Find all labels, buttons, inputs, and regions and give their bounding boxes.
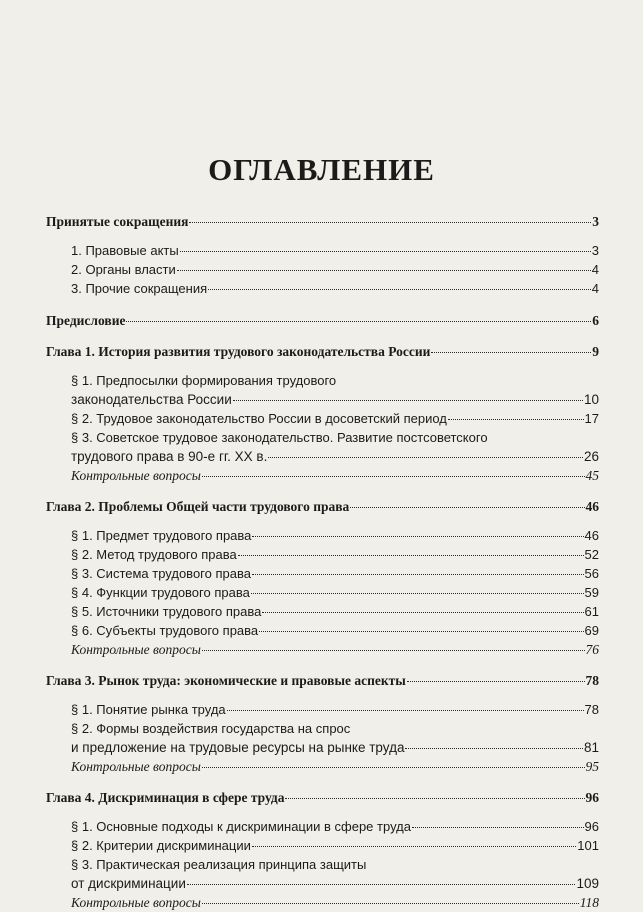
- toc-page-number: 59: [584, 585, 599, 600]
- toc-review-questions[interactable]: [46, 757, 599, 776]
- toc-entry-label: Контрольные вопросы: [71, 895, 201, 910]
- toc-review-questions[interactable]: [46, 466, 599, 485]
- toc-page-number: 109: [576, 876, 599, 891]
- toc-entry-label: § 2. Формы воздействия государства на спрос: [71, 721, 351, 736]
- toc-page-number: 52: [584, 547, 599, 562]
- dot-leader: [252, 574, 584, 575]
- dot-leader: [268, 457, 583, 458]
- toc-entry-label: § 1. Предмет трудового права: [71, 528, 252, 543]
- toc-chapter-4[interactable]: [46, 788, 599, 807]
- toc-section[interactable]: [46, 371, 599, 409]
- toc-entry-label: и предложение на трудовые ресурсы на рынке труда: [71, 740, 405, 755]
- toc-entry-label: Принятые сокращения: [46, 214, 189, 229]
- toc-page-number: 96: [584, 819, 599, 834]
- dot-leader: [187, 884, 576, 885]
- dot-leader: [233, 400, 583, 401]
- toc-entry-preface[interactable]: [46, 311, 599, 330]
- toc-entry-label: § 6. Субъекты трудового права: [71, 623, 259, 638]
- toc-chapter-2[interactable]: [46, 497, 599, 516]
- toc-entry[interactable]: [46, 241, 599, 260]
- table-of-contents: [46, 212, 599, 912]
- toc-entry-label: от дискриминации: [71, 876, 186, 891]
- toc-entry-label: Контрольные вопросы: [71, 759, 201, 774]
- toc-page-number: 9: [592, 344, 599, 359]
- toc-entry-label: § 2. Критерии дискриминации: [71, 838, 251, 853]
- toc-section[interactable]: [46, 409, 599, 428]
- toc-page-number: 81: [583, 740, 599, 755]
- toc-entry-label: § 3. Практическая реализация принципа защиты: [71, 857, 367, 872]
- dot-leader: [431, 352, 591, 353]
- toc-entry-label: законодательства России: [71, 392, 232, 407]
- dot-leader: [238, 555, 584, 556]
- toc-entry-label: трудового права в 90-е гг. XX в.: [71, 449, 268, 464]
- toc-section[interactable]: [46, 428, 599, 466]
- toc-page-number: 26: [583, 449, 599, 464]
- toc-page-number: 17: [584, 411, 599, 426]
- toc-page-number: 46: [585, 499, 599, 514]
- page-title: ОГЛАВЛЕНИЕ: [208, 152, 435, 187]
- toc-section[interactable]: [46, 817, 599, 836]
- toc-page-number: 46: [584, 528, 599, 543]
- toc-page-number: 3: [592, 214, 599, 229]
- toc-page-number: 56: [584, 566, 599, 581]
- dot-leader: [177, 270, 591, 271]
- toc-section[interactable]: [46, 700, 599, 719]
- toc-page-number: 96: [585, 790, 599, 805]
- dot-leader: [412, 827, 584, 828]
- toc-review-questions[interactable]: [46, 893, 599, 912]
- toc-page-number: 10: [583, 392, 599, 407]
- toc-section[interactable]: [46, 719, 599, 757]
- dot-leader: [252, 536, 583, 537]
- toc-entry-label: Глава 2. Проблемы Общей части трудового права: [46, 499, 350, 514]
- dot-leader: [180, 251, 591, 252]
- toc-entry-label: § 1. Основные подходы к дискриминации в сфере труда: [71, 819, 411, 834]
- toc-section[interactable]: [46, 545, 599, 564]
- toc-page-number: 118: [579, 895, 599, 910]
- toc-entry-label: Предисловие: [46, 313, 126, 328]
- toc-page-number: 4: [591, 262, 599, 277]
- toc-entry[interactable]: [46, 279, 599, 298]
- toc-entry-label: 3. Прочие сокращения: [71, 281, 208, 296]
- toc-entry-label: Глава 1. История развития трудового законодательства России: [46, 344, 431, 359]
- toc-page-number: 95: [585, 759, 599, 774]
- toc-entry-label: 2. Органы власти: [71, 262, 176, 277]
- dot-leader: [202, 476, 585, 477]
- toc-chapter-3[interactable]: [46, 671, 599, 690]
- toc-entry[interactable]: [46, 260, 599, 279]
- toc-page-number: 78: [585, 673, 599, 688]
- toc-entry-abbreviations[interactable]: [46, 212, 599, 231]
- toc-page-number: 69: [584, 623, 599, 638]
- toc-entry-label: § 5. Источники трудового права: [71, 604, 262, 619]
- toc-section[interactable]: [46, 855, 599, 893]
- toc-entry-label: 1. Правовые акты: [71, 243, 179, 258]
- dot-leader: [405, 748, 583, 749]
- dot-leader: [285, 798, 584, 799]
- dot-leader: [202, 650, 585, 651]
- toc-entry-label: Глава 4. Дискриминация в сфере труда: [46, 790, 285, 805]
- toc-review-questions[interactable]: [46, 640, 599, 659]
- toc-entry-label: § 3. Советское трудовое законодательство. Развитие постсоветского: [71, 430, 488, 445]
- dot-leader: [208, 289, 591, 290]
- toc-entry-label: § 3. Система трудового права: [71, 566, 251, 581]
- toc-entry-label: § 1. Понятие рынка труда: [71, 702, 226, 717]
- toc-section[interactable]: [46, 583, 599, 602]
- toc-page-number: 4: [591, 281, 599, 296]
- toc-page-number: 101: [577, 838, 599, 853]
- toc-page-number: 3: [591, 243, 599, 258]
- toc-section[interactable]: [46, 836, 599, 855]
- dot-leader: [259, 631, 583, 632]
- dot-leader: [202, 903, 579, 904]
- toc-section[interactable]: [46, 526, 599, 545]
- dot-leader: [350, 507, 584, 508]
- toc-entry-label: Контрольные вопросы: [71, 642, 201, 657]
- toc-page-number: 78: [584, 702, 599, 717]
- toc-entry-label: § 1. Предпосылки формирования трудового: [71, 373, 337, 388]
- dot-leader: [262, 612, 583, 613]
- toc-page-number: 6: [592, 313, 599, 328]
- toc-section[interactable]: [46, 564, 599, 583]
- toc-entry-label: Контрольные вопросы: [71, 468, 201, 483]
- dot-leader: [448, 419, 584, 420]
- toc-page-number: 61: [584, 604, 599, 619]
- toc-entry-label: § 4. Функции трудового права: [71, 585, 250, 600]
- toc-section[interactable]: [46, 602, 599, 621]
- toc-page-number: 45: [585, 468, 599, 483]
- toc-entry-label: Глава 3. Рынок труда: экономические и правовые аспекты: [46, 673, 406, 688]
- dot-leader: [189, 222, 591, 223]
- dot-leader: [202, 767, 585, 768]
- toc-entry-label: § 2. Трудовое законодательство России в досоветский период: [71, 411, 447, 426]
- dot-leader: [252, 846, 576, 847]
- toc-entry-label: § 2. Метод трудового права: [71, 547, 237, 562]
- dot-leader: [126, 321, 591, 322]
- dot-leader: [227, 710, 584, 711]
- toc-page-number: 76: [585, 642, 599, 657]
- dot-leader: [407, 681, 585, 682]
- toc-section[interactable]: [46, 621, 599, 640]
- dot-leader: [251, 593, 584, 594]
- toc-chapter-1[interactable]: [46, 342, 599, 361]
